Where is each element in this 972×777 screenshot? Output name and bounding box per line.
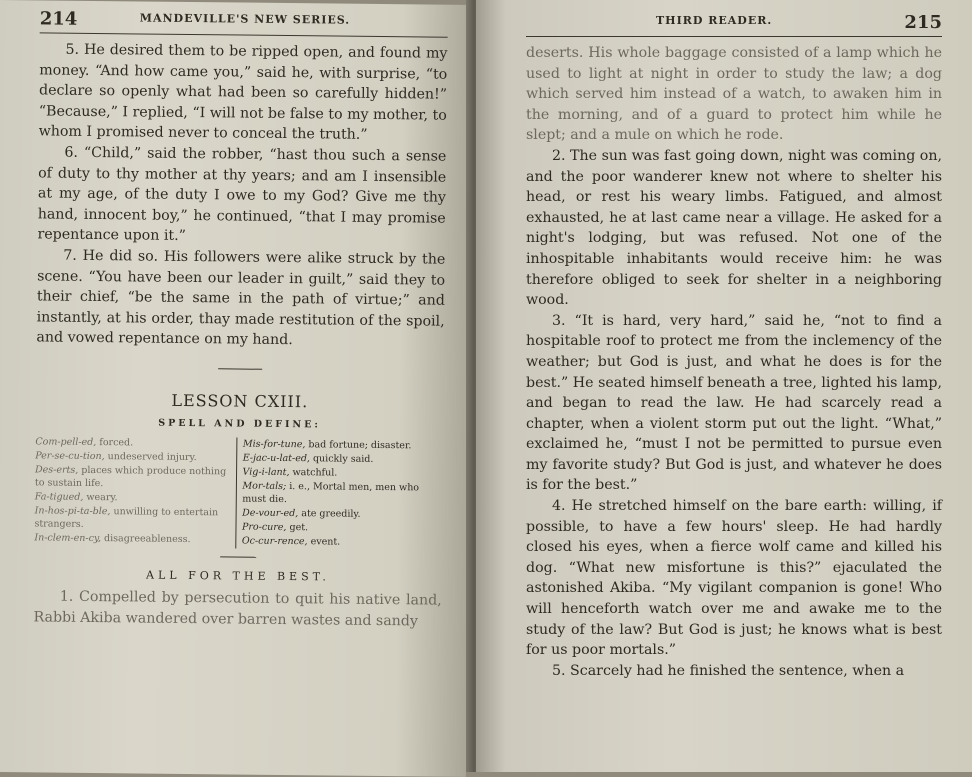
- vocab-item: Pro-cure, get.: [241, 521, 309, 534]
- vocab-item: Oc-cur-rence, event.: [241, 535, 341, 548]
- left-paragraph-7: 7. He did so. His followers were alike struck by the scene. “You have been our leader in guilt,” said they to their chief, “be the same in the path of virtue;” and instantly, at his order, thay made restitution of the spoil, and vowed repentance on my hand.: [36, 247, 446, 349]
- vocabulary-column-left: [34, 435, 236, 548]
- left-running-title: MANDEVILLE'S NEW SERIES.: [139, 11, 351, 27]
- left-page-header: [40, 4, 448, 34]
- vocab-item: Vig-i-lant, watchful.: [242, 466, 338, 479]
- right-page-header: [526, 8, 942, 34]
- vocab-item: E-jac-u-lat-ed, quickly said.: [242, 452, 374, 465]
- vocab-item: Per-se-cu-tion, undeserved injury.: [35, 450, 197, 463]
- story-divider: [220, 556, 256, 557]
- right-paragraph-5: 5. Scarcely had he finished the sentence, when a: [552, 662, 905, 679]
- right-page: [476, 0, 972, 772]
- right-running-title: THIRD READER.: [656, 14, 773, 27]
- vocabulary-column-right: [235, 437, 444, 550]
- right-paragraph-4: 4. He stretched himself on the bare earth: willing, if possible, to have a few hours' sleep. He had hardly closed his eyes, when a fierce wolf came and killed his dog. “What new misfortune is this?” ejaculated the astonished Akiba. “My vigilant companion is gone! Who will henceforth watch over me and awake me to the study of the law? But God is just; he knows what is best for us poor mortals.”: [526, 498, 942, 659]
- vocab-item: In-hos-pi-ta-ble, unwilling to entertain strangers.: [34, 505, 219, 530]
- left-page: [0, 0, 474, 777]
- story-paragraph-1: 1. Compelled by persecution to quit his native land, Rabbi Akiba wandered over barren wastes and sandy: [33, 588, 442, 629]
- vocab-item: Des-erts, places which produce nothing to sustain life.: [34, 464, 227, 490]
- right-paragraph-3: 3. “It is hard, very hard,” said he, “not to find a hospitable roof to protect me from the inclemency of the weather; but God is just, and what he does is for the best.” He seated himself beneath a tree, lighted his lamp, and began to read the law. He had scarcely read a chapter, when a violent storm put out the light. “What,” exclaimed he, “must I not be permitted to pursue even my favorite study? But God is just, and whatever he does is for the best.”: [526, 312, 942, 494]
- vocab-item: Fa-tigued, weary.: [34, 491, 118, 504]
- right-paragraph-continued: deserts. His whole baggage consisted of a lamp which he used to light at night in order to study the law; a dog which served him instead of a watch, to awaken him in the morning, and of a guard to protect him while he slept; and a mule on which he rode.: [526, 45, 942, 144]
- right-header-rule: [526, 36, 942, 37]
- left-page-number: 214: [39, 8, 78, 30]
- right-page-number: 215: [904, 12, 942, 33]
- vocabulary-list: [34, 435, 443, 550]
- left-paragraph-5: 5. He desired them to be ripped open, and found my money. “And how came you,” said he, with surprise, “to declare so openly what had been so carefully hidden!” “Because,” I replied, “I will not be false to my mother, to whom I promised never to conceal the truth.”: [38, 41, 448, 144]
- story-title: ALL FOR THE BEST.: [146, 568, 330, 584]
- right-paragraph-2: 2. The sun was fast going down, night was coming on, and the poor wanderer knew not where to shelter his head, or rest his weary limbs. Fatigued, and almost exhausted, he at last came near a village. He asked for a night's lodging, but was refused. Not one of the inhospitable inhabitants would receive him: he was therefore obliged to seek for shelter in a neighboring wood.: [526, 147, 942, 309]
- vocab-item: In-clem-en-cy, disagreeableness.: [34, 532, 191, 545]
- vocab-item: Mis-for-tune, bad fortune; disaster.: [242, 438, 412, 452]
- lesson-title: LESSON CXIII.: [171, 390, 309, 412]
- vocab-item: Com-pell-ed, forced.: [35, 436, 134, 449]
- vocab-item: De-vour-ed, ate greedily.: [242, 507, 361, 520]
- section-divider: [218, 368, 262, 369]
- vocab-item: Mor-tals; i. e., Mortal men, men who must die.: [242, 480, 420, 505]
- left-paragraph-6: 6. “Child,” said the robber, “hast thou such a sense of duty to thy mother at thy years; and am I insensible at my age, of the duty I owe to my God? Give me thy hand, innocent boy,” he continued, “that I may promise repentance upon it.”: [37, 144, 447, 245]
- spell-define-heading: SPELL AND DEFINE:: [158, 417, 321, 431]
